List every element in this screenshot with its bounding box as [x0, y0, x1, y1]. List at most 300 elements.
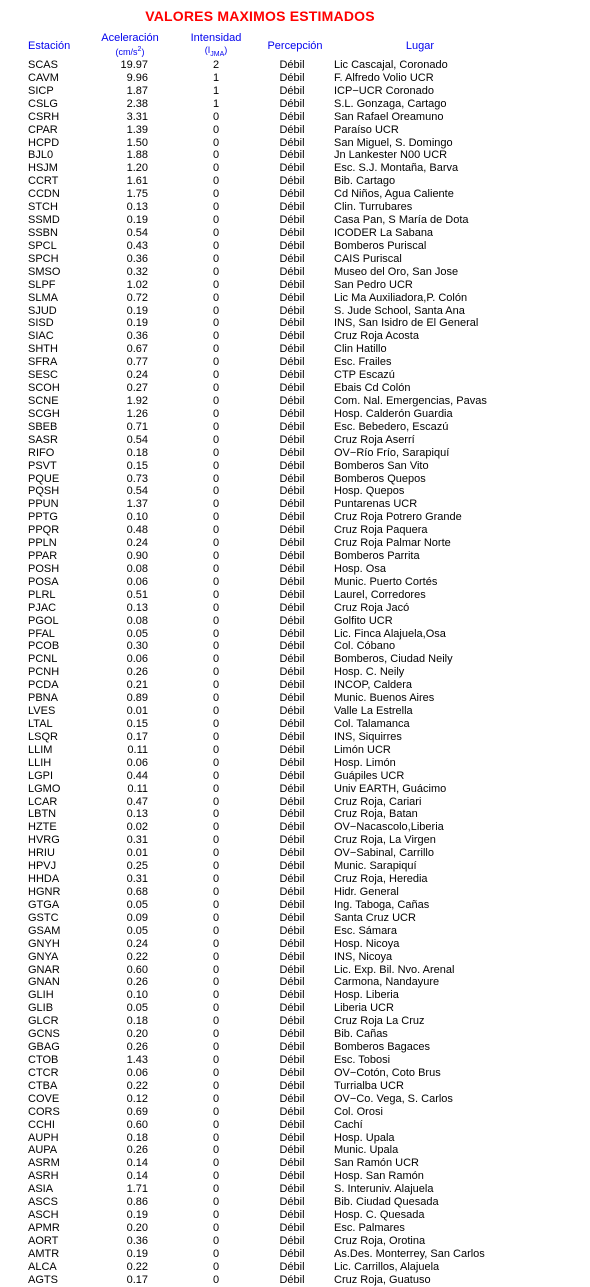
intensity-value: 0	[212, 356, 220, 369]
acceleration-value: 0.89	[126, 692, 148, 705]
intensity-value: 0	[212, 446, 220, 459]
acceleration-value: 0.15	[126, 718, 148, 731]
location-name: Hosp. Calderón Guardia	[334, 407, 453, 420]
intensity-value: 0	[212, 937, 220, 950]
location-name: Lic. Finca Alajuela,Osa	[334, 627, 446, 640]
perception-value: Débil	[279, 860, 305, 873]
location-name: Esc. Bebedero, Escazú	[334, 420, 449, 433]
intensity-value: 0	[212, 730, 220, 743]
perception-value: Débil	[279, 911, 305, 924]
station-code: CSLG	[28, 97, 58, 110]
intensity-value: 0	[212, 291, 220, 304]
location-name: Clin. Turrubares	[334, 201, 413, 214]
perception-value: Débil	[279, 886, 305, 898]
table-row	[0, 731, 590, 744]
perception-value: Débil	[279, 420, 305, 433]
table-row	[0, 821, 590, 834]
acceleration-value: 0.30	[126, 640, 148, 653]
intensity-value: 0	[212, 1053, 220, 1066]
location-name: Munic. Buenos Aires	[334, 692, 435, 705]
table-row	[0, 124, 590, 137]
table-row	[0, 253, 590, 266]
location-name: Cruz Roja Jacó	[334, 601, 410, 614]
table-row	[0, 666, 590, 679]
perception-value: Débil	[279, 511, 305, 524]
intensity-value: 0	[212, 1183, 220, 1196]
perception-value: Débil	[279, 1196, 305, 1209]
station-code: LVES	[28, 705, 56, 718]
perception-value: Débil	[279, 795, 305, 808]
location-name: Bomberos, Ciudad Neily	[334, 653, 453, 666]
acceleration-value: 3.31	[126, 110, 148, 123]
intensity-value: 0	[212, 1247, 220, 1260]
perception-value: Débil	[279, 1066, 305, 1079]
intensity-value: 0	[212, 1144, 220, 1157]
acceleration-value: 0.13	[126, 808, 148, 821]
location-name: Bomberos Puriscal	[334, 239, 427, 252]
station-code: HCPD	[28, 136, 60, 149]
acceleration-value: 0.26	[126, 666, 148, 679]
location-name: Limón UCR	[334, 743, 391, 756]
intensity-value: 0	[212, 976, 220, 989]
acceleration-value: 0.13	[126, 201, 148, 214]
intensity-value: 0	[212, 1066, 220, 1079]
station-code: PCDA	[28, 679, 59, 692]
intensity-value: 0	[212, 1118, 220, 1131]
page-title: VALORES MAXIMOS ESTIMADOS	[145, 8, 375, 24]
station-table	[0, 59, 590, 1287]
perception-value: Débil	[279, 808, 305, 821]
table-row	[0, 808, 590, 821]
table-row	[0, 989, 590, 1002]
location-name: Hosp. Liberia	[334, 989, 399, 1002]
location-name: Esc. S.J. Montaña, Barva	[334, 162, 459, 175]
intensity-value: 0	[212, 769, 220, 782]
intensity-value: 0	[212, 472, 220, 485]
perception-value: Débil	[279, 1157, 305, 1170]
location-name: San Rafael Oreamuno	[334, 110, 444, 123]
acceleration-value: 0.18	[126, 1015, 148, 1028]
perception-value: Débil	[279, 485, 305, 498]
perception-value: Débil	[279, 756, 305, 769]
acceleration-value: 0.05	[126, 627, 148, 640]
location-name: Cruz Roja Acosta	[334, 330, 419, 343]
location-name: Cruz Roja Potrero Grande	[334, 511, 462, 524]
location-name: San Pedro UCR	[334, 278, 413, 291]
location-name: Lic Cascajal, Coronado	[334, 59, 448, 71]
location-name: Ing. Taboga, Cañas	[334, 898, 430, 911]
location-name: Museo del Oro, San Jose	[334, 265, 459, 278]
location-name: Bib. Ciudad Quesada	[334, 1196, 439, 1209]
station-code: SICP	[28, 84, 54, 97]
table-row	[0, 1170, 590, 1183]
perception-value: Débil	[279, 1170, 305, 1183]
table-row	[0, 1080, 590, 1093]
intensity-value: 0	[212, 239, 220, 252]
station-code: CTOB	[28, 1053, 59, 1066]
station-code: SPCH	[28, 252, 59, 265]
acceleration-value: 0.86	[126, 1196, 148, 1209]
intensity-value: 0	[212, 705, 220, 718]
station-code: CAVM	[28, 71, 59, 84]
acceleration-value: 0.06	[126, 653, 148, 666]
intensity-value: 0	[212, 550, 220, 563]
intensity-value: 0	[212, 485, 220, 498]
station-code: PPUN	[28, 498, 59, 511]
location-name: Bomberos Bagaces	[334, 1041, 430, 1054]
station-code: SCAS	[28, 59, 58, 71]
perception-value: Débil	[279, 989, 305, 1002]
intensity-value: 0	[212, 1170, 220, 1183]
table-row	[0, 59, 590, 72]
station-code: LGMO	[28, 782, 61, 795]
acceleration-value: 0.09	[126, 911, 148, 924]
acceleration-value: 9.96	[126, 71, 148, 84]
perception-value: Débil	[279, 214, 305, 227]
acceleration-value: 1.37	[126, 498, 148, 511]
location-name: Esc. Tobosi	[334, 1053, 391, 1066]
intensity-value: 0	[212, 653, 220, 666]
location-name: Cruz Roja Palmar Norte	[334, 537, 451, 550]
location-name: Cd Niños, Agua Caliente	[334, 188, 454, 201]
location-name: INS, Nicoya	[334, 950, 393, 963]
perception-value: Débil	[279, 653, 305, 666]
intensity-value: 0	[212, 420, 220, 433]
perception-value: Débil	[279, 136, 305, 149]
intensity-value: 0	[212, 666, 220, 679]
station-code: HZTE	[28, 821, 57, 834]
intensity-value: 0	[212, 963, 220, 976]
intensity-value: 0	[212, 924, 220, 937]
table-row	[0, 447, 590, 460]
perception-value: Débil	[279, 201, 305, 214]
location-name: INS, San Isidro de El General	[334, 317, 479, 330]
intensity-value: 0	[212, 1196, 220, 1209]
table-row	[0, 330, 590, 343]
location-name: Col. Orosi	[334, 1105, 383, 1118]
station-code: LTAL	[28, 718, 53, 731]
header-intensidad	[180, 32, 252, 61]
table-row	[0, 589, 590, 602]
intensity-value: 0	[212, 330, 220, 343]
station-code: ASRM	[28, 1157, 60, 1170]
perception-value: Débil	[279, 1015, 305, 1028]
acceleration-value: 1.20	[126, 162, 148, 175]
table-row	[0, 98, 590, 111]
acceleration-value: 0.18	[126, 1131, 148, 1144]
location-name: Esc. Palmares	[334, 1221, 405, 1234]
station-code: PCNL	[28, 653, 58, 666]
acceleration-value: 0.10	[126, 989, 148, 1002]
table-row	[0, 356, 590, 369]
intensity-value: 0	[212, 614, 220, 627]
location-name: Bomberos Quepos	[334, 472, 426, 485]
acceleration-value: 0.13	[126, 601, 148, 614]
perception-value: Débil	[279, 550, 305, 563]
location-name: Clin Hatillo	[334, 343, 387, 356]
intensity-value: 0	[212, 498, 220, 511]
acceleration-value: 0.11	[127, 743, 148, 756]
station-code: PPAR	[28, 550, 58, 563]
station-code: PPLN	[28, 537, 57, 550]
acceleration-value: 0.14	[126, 1157, 148, 1170]
location-name: Hosp. Nicoya	[334, 937, 400, 950]
perception-value: Débil	[279, 692, 305, 705]
acceleration-value: 0.05	[126, 1002, 148, 1015]
table-row	[0, 1248, 590, 1261]
intensity-value: 0	[212, 821, 220, 834]
perception-value: Débil	[279, 1053, 305, 1066]
table-row	[0, 395, 590, 408]
acceleration-value: 0.18	[126, 446, 148, 459]
table-row	[0, 1028, 590, 1041]
table-row	[0, 938, 590, 951]
intensity-value: 0	[212, 317, 220, 330]
table-row	[0, 563, 590, 576]
acceleration-value: 0.15	[126, 459, 148, 472]
location-name: Munic. Upala	[334, 1144, 399, 1157]
station-code: CCRT	[28, 175, 59, 188]
perception-value: Débil	[279, 821, 305, 834]
table-row	[0, 964, 590, 977]
location-name: Hosp. Osa	[334, 562, 386, 575]
acceleration-value: 1.88	[126, 149, 148, 162]
station-code: GNYA	[28, 950, 59, 963]
station-code: GLCR	[28, 1015, 59, 1028]
table-row	[0, 201, 590, 214]
perception-value: Débil	[279, 330, 305, 343]
station-code: CCHI	[28, 1118, 55, 1131]
acceleration-value: 0.21	[126, 679, 148, 692]
acceleration-value: 1.75	[126, 188, 148, 201]
table-row	[0, 692, 590, 705]
station-code: CPAR	[28, 123, 58, 136]
acceleration-value: 0.31	[126, 873, 148, 886]
station-code: LLIH	[28, 756, 52, 769]
location-name: San Miguel, S. Domingo	[334, 136, 453, 149]
table-row	[0, 137, 590, 150]
acceleration-value: 0.24	[126, 937, 148, 950]
table-row	[0, 628, 590, 641]
table-row	[0, 188, 590, 201]
station-code: PFAL	[28, 627, 55, 640]
intensity-value: 0	[212, 1092, 220, 1105]
perception-value: Débil	[279, 950, 305, 963]
table-row	[0, 175, 590, 188]
table-row	[0, 1144, 590, 1157]
station-code: SCGH	[28, 407, 60, 420]
acceleration-value: 0.05	[126, 924, 148, 937]
location-name: Carmona, Nandayure	[334, 976, 440, 989]
perception-value: Débil	[279, 963, 305, 976]
intensity-value: 1	[212, 84, 220, 97]
table-row	[0, 317, 590, 330]
table-row	[0, 925, 590, 938]
intensity-value: 0	[212, 1002, 220, 1015]
location-name: OV−Nacascolo,Liberia	[334, 821, 444, 834]
location-name: F. Alfredo Volio UCR	[334, 71, 434, 84]
station-code: GTGA	[28, 898, 60, 911]
location-name: Col. Talamanca	[334, 718, 410, 731]
acceleration-value: 0.11	[127, 782, 148, 795]
perception-value: Débil	[279, 627, 305, 640]
location-name: Cruz Roja, Heredia	[334, 873, 428, 886]
perception-value: Débil	[279, 873, 305, 886]
station-code: PSVT	[28, 459, 57, 472]
acceleration-value: 0.06	[126, 1066, 148, 1079]
location-name: Col. Cóbano	[334, 640, 396, 653]
location-name: Hosp. C. Neily	[334, 666, 405, 679]
station-code: SLMA	[28, 291, 58, 304]
perception-value: Débil	[279, 278, 305, 291]
intensity-value: 0	[212, 1105, 220, 1118]
location-name: Hosp. Upala	[334, 1131, 395, 1144]
acceleration-value: 1.43	[126, 1053, 148, 1066]
location-name: Cruz Roja, Batan	[334, 808, 418, 821]
table-row	[0, 873, 590, 886]
perception-value: Débil	[279, 446, 305, 459]
header-lugar: Lugar	[405, 40, 435, 52]
table-row	[0, 1093, 590, 1106]
perception-value: Débil	[279, 834, 305, 847]
intensity-value: 0	[212, 110, 220, 123]
perception-value: Débil	[279, 407, 305, 420]
table-row	[0, 1274, 590, 1287]
intensity-value: 0	[212, 459, 220, 472]
table-row	[0, 770, 590, 783]
station-code: AORT	[28, 1234, 59, 1247]
intensity-value: 0	[212, 1028, 220, 1041]
location-name: Hosp. San Ramón	[334, 1170, 424, 1183]
station-code: SPCL	[28, 239, 57, 252]
intensity-value: 0	[212, 394, 220, 407]
location-name: Bib. Cartago	[334, 175, 396, 188]
location-name: CAIS Puriscal	[334, 252, 402, 265]
table-row	[0, 860, 590, 873]
table-row	[0, 292, 590, 305]
location-name: Bomberos Parrita	[334, 550, 420, 563]
header-aceleracion-unit: $(cm/s^2)$	[115, 46, 145, 57]
table-row	[0, 976, 590, 989]
intensity-value: 0	[212, 1260, 220, 1273]
station-code: PPQR	[28, 524, 60, 537]
location-name: Com. Nal. Emergencias, Pavas	[334, 394, 487, 407]
intensity-value: 0	[212, 1079, 220, 1092]
intensity-value: 0	[212, 1157, 220, 1170]
perception-value: Débil	[279, 1273, 305, 1286]
perception-value: Débil	[279, 498, 305, 511]
perception-value: Débil	[279, 304, 305, 317]
location-name: Esc. Frailes	[334, 356, 392, 369]
location-name: S. Jude School, Santa Ana	[334, 304, 465, 317]
intensity-value: 0	[212, 911, 220, 924]
station-code: HSJM	[28, 162, 58, 175]
acceleration-value: 0.19	[126, 214, 148, 227]
acceleration-value: 0.08	[126, 614, 148, 627]
table-row	[0, 1106, 590, 1119]
station-code: SBEB	[28, 420, 58, 433]
acceleration-value: 0.12	[126, 1092, 148, 1105]
station-code: POSH	[28, 562, 60, 575]
station-code: LGPI	[28, 769, 54, 782]
perception-value: Débil	[279, 1105, 305, 1118]
intensity-value: 0	[212, 343, 220, 356]
station-code: CORS	[28, 1105, 60, 1118]
station-code: SCOH	[28, 382, 60, 395]
perception-value: Débil	[279, 537, 305, 550]
location-name: Cruz Roja, Guatuso	[334, 1273, 431, 1286]
acceleration-value: 0.26	[126, 976, 148, 989]
intensity-value: 0	[212, 782, 220, 795]
acceleration-value: 1.92	[126, 394, 148, 407]
table-row	[0, 679, 590, 692]
perception-value: Débil	[279, 459, 305, 472]
table-row	[0, 847, 590, 860]
acceleration-value: 0.14	[126, 1170, 148, 1183]
intensity-value: 0	[212, 1234, 220, 1247]
table-row	[0, 1067, 590, 1080]
perception-value: Débil	[279, 84, 305, 97]
intensity-value: 0	[212, 265, 220, 278]
location-name: Cachí	[334, 1118, 363, 1131]
location-name: OV−Cotón, Coto Brus	[334, 1066, 441, 1079]
acceleration-value: 0.25	[126, 860, 148, 873]
location-name: Bib. Cañas	[334, 1028, 388, 1041]
location-name: ICP−UCR Coronado	[334, 84, 434, 97]
location-name: Golfito UCR	[334, 614, 393, 627]
location-name: Lic. Carrillos, Alajuela	[334, 1260, 440, 1273]
location-name: Cruz Roja, Orotina	[334, 1234, 426, 1247]
intensity-value: 0	[212, 537, 220, 550]
station-code: ALCA	[28, 1260, 57, 1273]
perception-value: Débil	[279, 394, 305, 407]
perception-value: Débil	[279, 162, 305, 175]
station-code: LCAR	[28, 795, 58, 808]
station-code: SJUD	[28, 304, 57, 317]
location-name: CTP Escazú	[334, 369, 395, 382]
table-row	[0, 162, 590, 175]
location-name: Lic Ma Auxiliadora,P. Colón	[334, 291, 468, 304]
station-code: GNAR	[28, 963, 60, 976]
perception-value: Débil	[279, 743, 305, 756]
acceleration-value: 0.08	[126, 562, 148, 575]
perception-value: Débil	[279, 1247, 305, 1260]
intensity-value: 0	[212, 873, 220, 886]
location-name: Cruz Roja Aserrí	[334, 433, 415, 446]
perception-value: Débil	[279, 149, 305, 162]
acceleration-value: 0.20	[126, 1028, 148, 1041]
header-aceleracion	[90, 32, 170, 58]
intensity-value: 0	[212, 188, 220, 201]
station-code: HVRG	[28, 834, 60, 847]
location-name: OV−Co. Vega, S. Carlos	[334, 1092, 453, 1105]
table-header	[0, 32, 590, 56]
station-code: GBAG	[28, 1041, 60, 1054]
perception-value: Débil	[279, 524, 305, 537]
perception-value: Débil	[279, 976, 305, 989]
station-code: ASCH	[28, 1209, 59, 1222]
station-code: BJL0	[28, 149, 54, 162]
station-code: SSBN	[28, 226, 58, 239]
perception-value: Débil	[279, 356, 305, 369]
perception-value: Débil	[279, 71, 305, 84]
table-row	[0, 1119, 590, 1132]
table-row	[0, 227, 590, 240]
location-name: Valle La Estrella	[334, 705, 413, 718]
table-row	[0, 1222, 590, 1235]
perception-value: Débil	[279, 614, 305, 627]
station-code: ASRH	[28, 1170, 59, 1183]
